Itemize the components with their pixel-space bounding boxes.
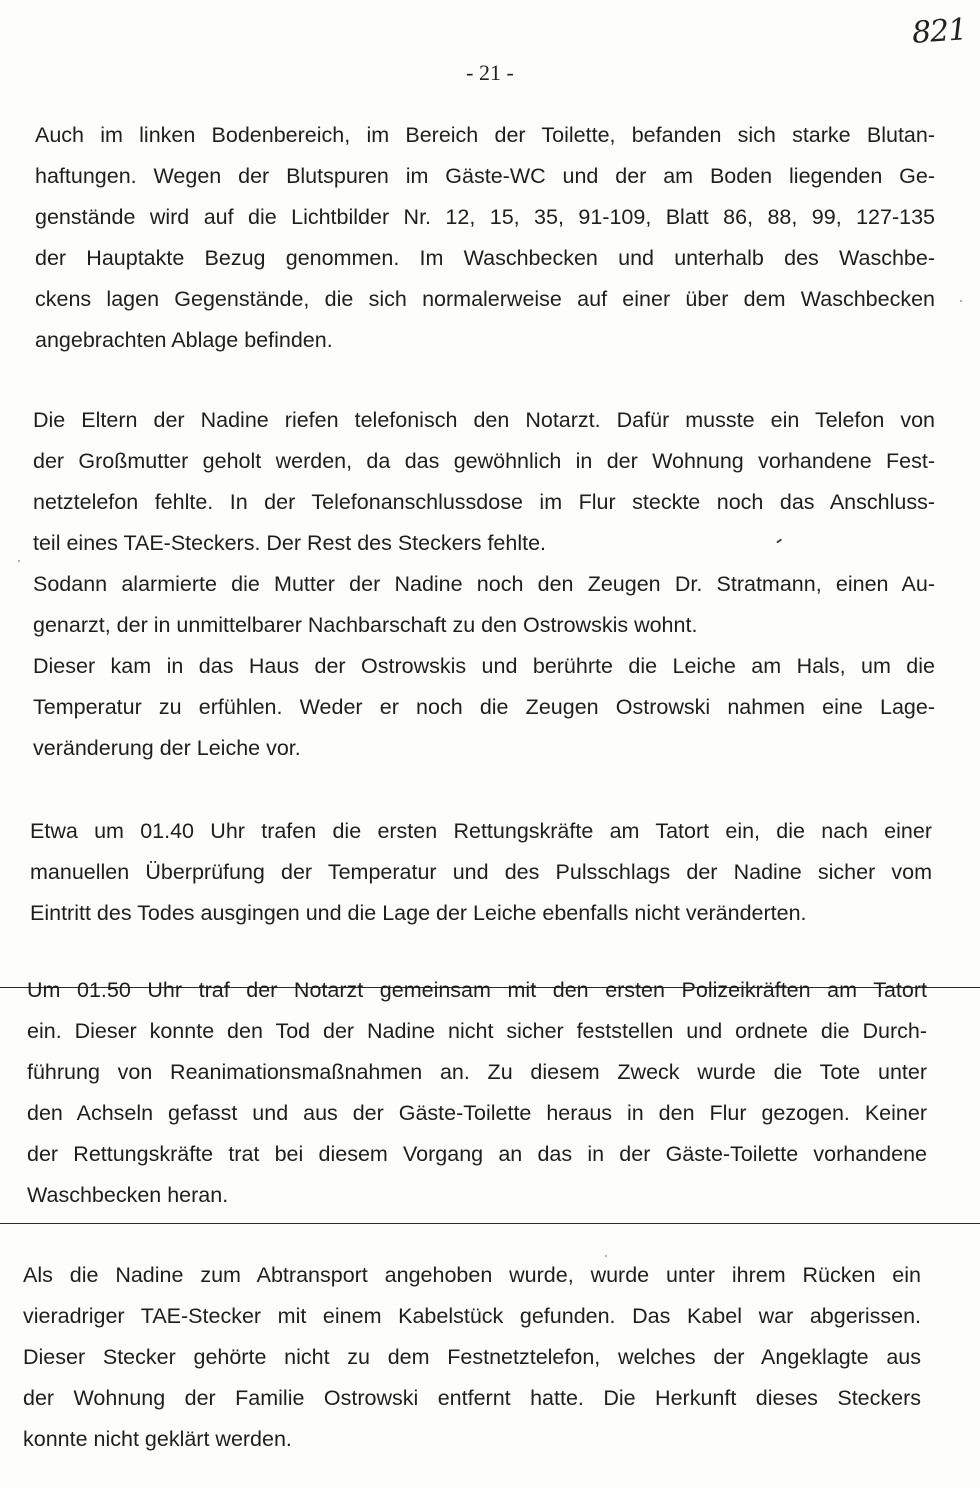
text-line: Etwa um 01.40 Uhr trafen die ersten Rettungskräfte am Tatort ein, die nach einer (30, 819, 932, 843)
text-line: Dieser kam in das Haus der Ostrowskis und berührte die Leiche am Hals, um die (33, 654, 935, 678)
horizontal-rule (0, 1223, 980, 1224)
paragraph-3 (30, 811, 932, 934)
text-line: der Wohnung der Familie Ostrowski entfernt hatte. Die Herkunft dieses Steckers (23, 1386, 921, 1410)
text-line: angebrachten Ablage befinden. (35, 328, 333, 352)
scan-speck (960, 300, 962, 302)
paragraph-1 (35, 115, 935, 361)
text-line: führung von Reanimationsmaßnahmen an. Zu diesem Zweck wurde die Tote unter (27, 1060, 927, 1084)
text-line: Sodann alarmierte die Mutter der Nadine noch den Zeugen Dr. Stratmann, einen Au- (33, 572, 935, 596)
text-line: haftungen. Wegen der Blutspuren im Gäste-WC und der am Boden liegenden Ge- (35, 164, 935, 188)
text-line: ckens lagen Gegenstände, die sich normalerweise auf einer über dem Waschbecken (35, 287, 935, 311)
scan-speck (18, 560, 20, 562)
text-line: Dieser Stecker gehörte nicht zu dem Festnetztelefon, welches der Angeklagte aus (23, 1345, 921, 1369)
text-line: Als die Nadine zum Abtransport angehoben wurde, wurde unter ihrem Rücken ein (23, 1263, 921, 1287)
text-line: Temperatur zu erfühlen. Weder er noch die Zeugen Ostrowski nahmen eine Lage- (33, 695, 935, 719)
paragraph-4 (27, 970, 927, 1216)
scan-speck (605, 1255, 607, 1257)
page-number: - 21 - (466, 60, 514, 85)
paragraph-2 (33, 400, 935, 769)
text-line: ein. Dieser konnte den Tod der Nadine nicht sicher feststellen und ordnete die Durch- (27, 1019, 927, 1043)
text-line: teil eines TAE-Steckers. Der Rest des Steckers fehlte. (33, 531, 547, 555)
text-line: Um 01.50 Uhr traf der Notarzt gemeinsam mit den ersten Polizeikräften am Tatort (27, 978, 927, 1002)
paragraph-5 (23, 1255, 921, 1460)
text-line: den Achseln gefasst und aus der Gäste-Toilette heraus in den Flur gezogen. Keiner (27, 1101, 927, 1125)
handwritten-page-number: 821 (910, 12, 968, 51)
text-line: der Großmutter geholt werden, da das gewöhnlich in der Wohnung vorhandene Fest- (33, 449, 935, 473)
text-line: manuellen Überprüfung der Temperatur und des Pulsschlags der Nadine sicher vom (30, 860, 932, 884)
text-line: genarzt, der in unmittelbarer Nachbarschaft zu den Ostrowskis wohnt. (33, 613, 698, 637)
text-line: der Hauptakte Bezug genommen. Im Waschbecken und unterhalb des Waschbe- (35, 246, 935, 270)
text-line: Auch im linken Bodenbereich, im Bereich der Toilette, befanden sich starke Blutan- (35, 123, 935, 147)
text-line: Die Eltern der Nadine riefen telefonisch den Notarzt. Dafür musste ein Telefon von (33, 408, 935, 432)
text-line: Eintritt des Todes ausgingen und die Lage der Leiche ebenfalls nicht veränderten. (30, 901, 807, 925)
text-line: Waschbecken heran. (27, 1183, 229, 1207)
text-line: der Rettungskräfte trat bei diesem Vorgang an das in der Gäste-Toilette vorhandene (27, 1142, 927, 1166)
text-line: veränderung der Leiche vor. (33, 736, 301, 760)
text-line: netztelefon fehlte. In der Telefonanschlussdose im Flur steckte noch das Anschluss- (33, 490, 935, 514)
text-line: konnte nicht geklärt werden. (23, 1427, 292, 1451)
text-line: genstände wird auf die Lichtbilder Nr. 12, 15, 35, 91-109, Blatt 86, 88, 99, 127-135 (35, 205, 935, 229)
text-line: vieradriger TAE-Stecker mit einem Kabelstück gefunden. Das Kabel war abgerissen. (23, 1304, 921, 1328)
